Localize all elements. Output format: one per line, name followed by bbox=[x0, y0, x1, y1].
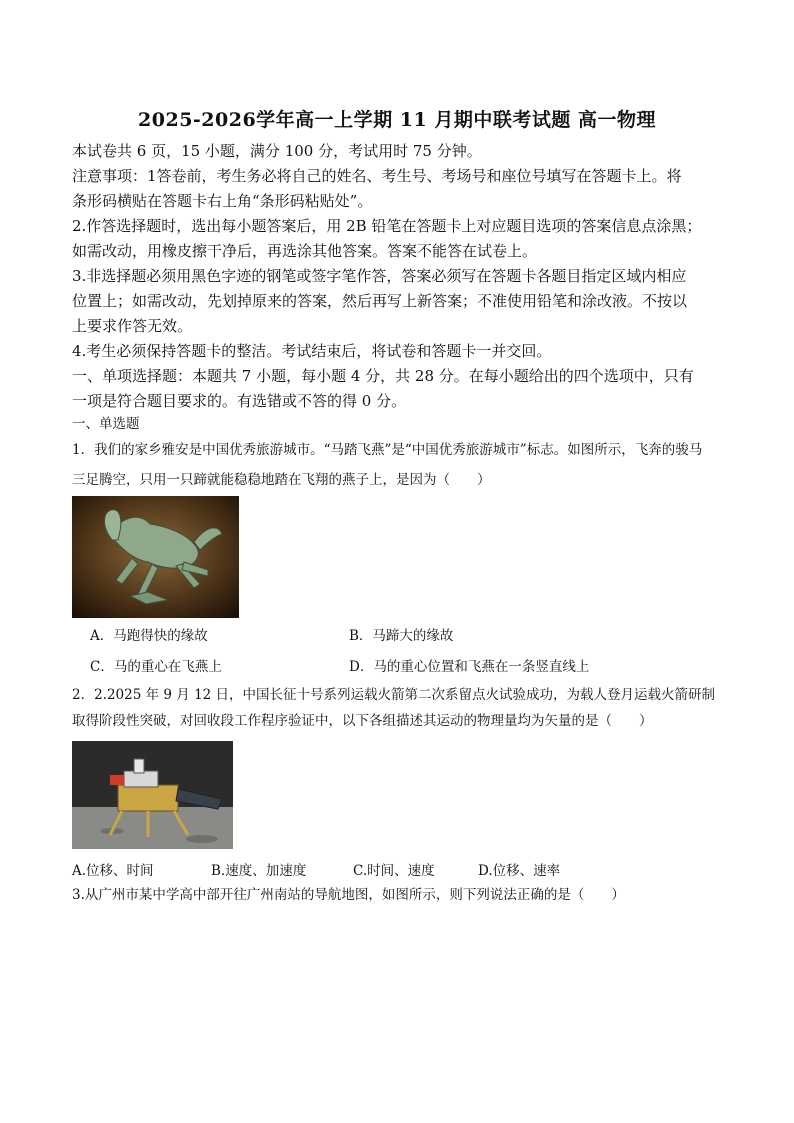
question-1-option-d[interactable]: D．马的重心位置和飞燕在一条竖直线上 bbox=[349, 659, 590, 675]
question-1-option-a[interactable]: A．马跑得快的缘故 bbox=[90, 628, 208, 644]
lunar-lander-image bbox=[72, 741, 233, 849]
question-2-text: 取得阶段性突破，对回收段工作程序验证中，以下各组描述其运动的物理量均为矢量的是（ ） bbox=[72, 713, 653, 729]
question-2-option-d[interactable]: D.位移、速率 bbox=[478, 863, 561, 879]
section-heading: 一、单选题 bbox=[72, 416, 140, 432]
note-line: 如需改动，用橡皮擦干净后，再选涂其他答案。答案不能答在试卷上。 bbox=[72, 242, 538, 260]
note-line: 3.非选择题必须用黑色字迹的钢笔或签字笔作答，答案必须写在答题卡各题目指定区域内相应 bbox=[72, 267, 687, 285]
question-2-option-a[interactable]: A.位移、时间 bbox=[72, 863, 154, 879]
question-1-option-c[interactable]: C．马的重心在飞燕上 bbox=[90, 659, 222, 675]
note-line: 条形码横贴在答题卡右上角“条形码粘贴处”。 bbox=[72, 192, 373, 210]
note-line: 位置上；如需改动，先划掉原来的答案，然后再写上新答案；不准使用铅笔和涂改液。不按以 bbox=[72, 292, 688, 310]
horse-statue-image bbox=[72, 496, 239, 618]
question-1-option-b[interactable]: B．马蹄大的缘故 bbox=[349, 628, 454, 644]
question-2-option-c[interactable]: C.时间、速度 bbox=[353, 863, 435, 879]
exam-title: 2025-2026学年高一上学期 11 月期中联考试题 高一物理 bbox=[138, 109, 656, 131]
note-line: 本试卷共 6 页，15 小题，满分 100 分，考试用时 75 分钟。 bbox=[72, 142, 482, 160]
note-line: 一、单项选择题：本题共 7 小题，每小题 4 分，共 28 分。在每小题给出的四个选项中，只有 bbox=[72, 367, 694, 385]
question-2-text: 2．2.2025 年 9 月 12 日，中国长征十号系列运载火箭第二次系留点火试验成功，为载人登月运载火箭研制 bbox=[72, 687, 716, 703]
question-3-text: 3.从广州市某中学高中部开往广州南站的导航地图，如图所示，则下列说法正确的是（ ） bbox=[72, 887, 625, 903]
note-line: 上要求作答无效。 bbox=[72, 317, 193, 335]
question-1-text: 三足腾空，只用一只蹄就能稳稳地踏在飞翔的燕子上，是因为（ ） bbox=[72, 472, 491, 488]
question-1-text: 1．我们的家乡雅安是中国优秀旅游城市。“马踏飞燕”是“中国优秀旅游城市”标志。如图所示，飞奔的骏马 bbox=[72, 442, 703, 458]
note-line: 一项是符合题目要求的。有选错或不答的得 0 分。 bbox=[72, 392, 407, 410]
question-2-option-b[interactable]: B.速度、加速度 bbox=[211, 863, 307, 879]
note-line: 注意事项：1答卷前，考生务必将自己的姓名、考生号、考场号和座位号填写在答题卡上。将 bbox=[72, 167, 682, 185]
note-line: 2.作答选择题时，选出每小题答案后，用 2B 铅笔在答题卡上对应题目选项的答案信息点涂黑； bbox=[72, 217, 702, 235]
note-line: 4.考生必须保持答题卡的整洁。考试结束后，将试卷和答题卡一并交回。 bbox=[72, 342, 552, 360]
